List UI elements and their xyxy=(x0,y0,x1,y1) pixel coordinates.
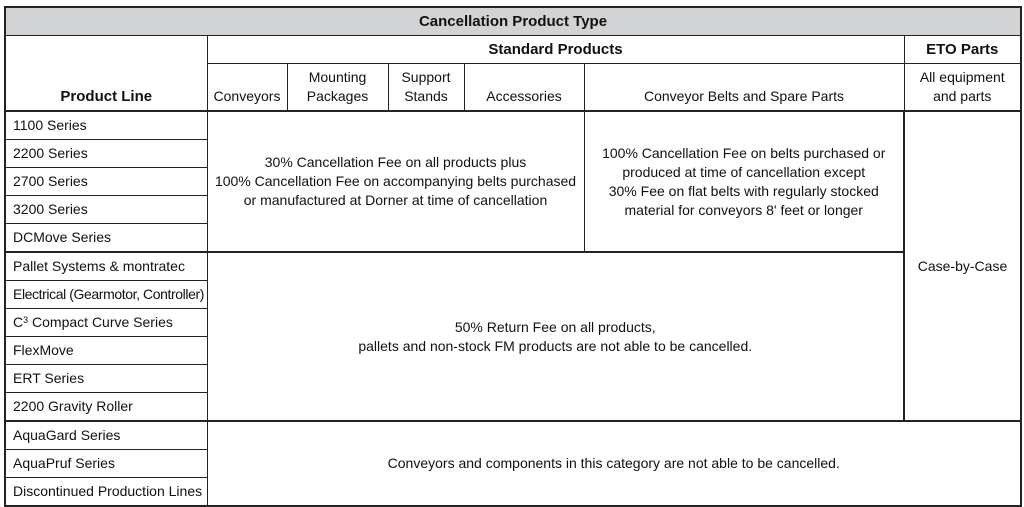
product-line-header: Product Line xyxy=(5,36,207,112)
terms-line: 30% Cancellation Fee on all products plus xyxy=(264,154,527,170)
column-header-text: Stands xyxy=(404,88,448,104)
terms-line: produced at time of cancellation except xyxy=(622,163,866,180)
column-header-mounting-packages xyxy=(287,64,388,112)
group3-no-cancel-terms: Conveyors and components in this category are not able to be cancelled. xyxy=(207,421,1021,506)
product-line-cell: AquaPruf Series xyxy=(5,450,207,478)
product-line-cell: 1100 Series xyxy=(5,111,207,140)
column-header-text: Conveyor Belts and Spare Parts xyxy=(644,88,844,104)
eto-subheader-line: and parts xyxy=(933,88,992,104)
terms-line: 100% Cancellation Fee on belts purchased or xyxy=(602,144,886,161)
c3-rest: Compact Curve Series xyxy=(28,314,173,330)
product-line-cell: Electrical (Gearmotor, Controller) xyxy=(5,281,207,309)
column-header-support-stands xyxy=(388,64,464,112)
column-header-accessories xyxy=(464,64,584,112)
eto-subheader-line: All equipment xyxy=(919,69,1005,85)
product-line-cell: Discontinued Production Lines xyxy=(5,478,207,507)
product-line-cell: Pallet Systems & montratec xyxy=(5,252,207,281)
terms-line: or manufactured at Dorner at time of cancellation xyxy=(243,192,548,208)
product-line-cell: FlexMove xyxy=(5,337,207,365)
product-line-cell: ERT Series xyxy=(5,365,207,393)
column-header-text: Mounting xyxy=(308,69,367,85)
column-header-conveyors xyxy=(207,64,287,112)
column-header-text: Accessories xyxy=(486,88,562,104)
terms-line: material for conveyors 8' feet or longer xyxy=(624,201,863,218)
eto-case-by-case: Case-by-Case xyxy=(904,111,1021,421)
group1-standard-terms xyxy=(207,111,584,252)
terms-line: 30% Fee on flat belts with regularly stocked xyxy=(608,182,879,199)
product-line-cell: 2200 Series xyxy=(5,140,207,168)
c3-superscript: 3 xyxy=(23,315,29,325)
product-line-cell: AquaGard Series xyxy=(5,421,207,450)
terms-line: 50% Return Fee on all products, xyxy=(454,318,656,335)
terms-line: 100% Cancellation Fee on accompanying belts purchased xyxy=(214,173,577,189)
product-line-cell: 3200 Series xyxy=(5,196,207,224)
column-header-text: Support xyxy=(401,69,451,85)
column-header-text: Packages xyxy=(306,88,369,104)
product-line-cell: 2200 Gravity Roller xyxy=(5,393,207,422)
column-header-belts-spare-parts xyxy=(584,64,904,112)
product-line-cell: DCMove Series xyxy=(5,224,207,253)
column-header-text: Conveyors xyxy=(213,88,281,104)
table-title: Cancellation Product Type xyxy=(5,7,1021,36)
group1-belt-terms xyxy=(584,111,904,252)
terms-line: pallets and non-stock FM products are not able to be cancelled. xyxy=(358,337,753,354)
c3-prefix: C xyxy=(13,314,24,330)
eto-subheader xyxy=(904,64,1021,112)
product-line-cell-c3 xyxy=(5,309,207,337)
group2-return-terms xyxy=(207,252,904,421)
cancellation-table xyxy=(4,6,1022,507)
eto-parts-header: ETO Parts xyxy=(904,36,1021,64)
product-line-cell: 2700 Series xyxy=(5,168,207,196)
standard-products-header: Standard Products xyxy=(207,36,904,64)
